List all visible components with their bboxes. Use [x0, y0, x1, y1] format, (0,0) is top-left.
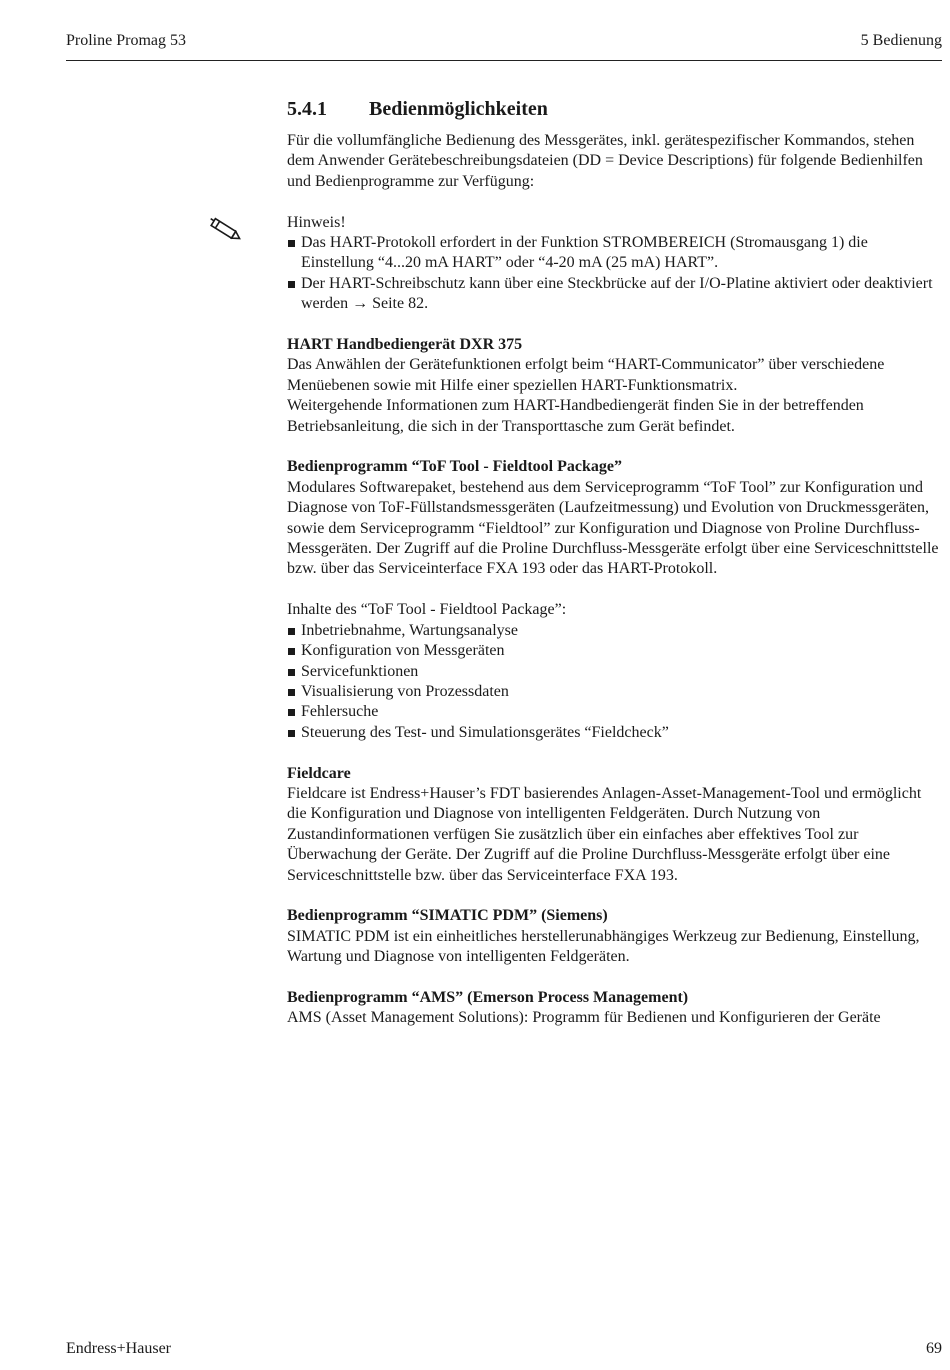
- list-item: Fehlersuche: [287, 702, 942, 722]
- header-rule: [66, 60, 942, 61]
- note-item: Das HART-Protokoll erfordert in der Funktion STROMBEREICH (Stromausgang 1) die Einstellung “4...20 mA HART” oder “4-20 mA (25 mA) HART”.: [287, 233, 942, 274]
- ams-heading: Bedienprogramm “AMS” (Emerson Process Management): [287, 988, 689, 1006]
- section-heading: [287, 96, 942, 122]
- simatic-paragraph: SIMATIC PDM ist ein einheitliches herstellerunabhängiges Werkzeug zur Bedienung, Einstellung, Wartung und Diagnose von intelligenten Feldgeräten.: [287, 927, 920, 966]
- section-title: Bedienmöglichkeiten: [369, 98, 548, 120]
- fieldcare-paragraph: Fieldcare ist Endress+Hauser’s FDT basierendes Anlagen-Asset-Management-Tool und ermöglicht die Konfiguration und Diagnose von intelligenten Feldgeräten. Durch Nutzung von Zustandinformationen verfügen Sie zusätzlich über ein einfaches aber effektives Tool zur Überwachung der Geräte. Der Zugriff auf die Proline Durchfluss-Messgeräte erfolgt über eine Serviceschnittstelle bzw. über das Serviceinterface FXA 193.: [287, 784, 922, 884]
- hart-paragraph-1: Das Anwählen der Gerätefunktionen erfolgt beim “HART-Communicator” über verschiedene Menüebenen sowie mit Hilfe einer speziellen HART-Funktionsmatrix.: [287, 356, 885, 394]
- list-item: Visualisierung von Prozessdaten: [287, 682, 942, 702]
- page-number: 69: [926, 1340, 942, 1357]
- list-item: Servicefunktionen: [287, 662, 942, 682]
- toftool-contents-intro: Inhalte des “ToF Tool - Fieldtool Package”:: [287, 601, 567, 619]
- section-number: 5.4.1: [287, 98, 327, 120]
- note-list: [287, 233, 942, 315]
- note-item: Der HART-Schreibschutz kann über eine Steckbrücke auf der I/O-Platine aktiviert oder deaktiviert werden → Seite 82.: [287, 274, 942, 315]
- toftool-heading: Bedienprogramm “ToF Tool - Fieldtool Package”: [287, 458, 622, 476]
- toftool-contents-list: [287, 621, 942, 743]
- header-document-title: Proline Promag 53: [66, 32, 186, 49]
- note-title: Hinweis!: [287, 213, 346, 231]
- header-chapter: 5 Bedienung: [860, 32, 942, 49]
- hart-heading: HART Handbediengerät DXR 375: [287, 336, 523, 354]
- toftool-paragraph: Modulares Softwarepaket, bestehend aus dem Serviceprogramm “ToF Tool” zur Konfiguration und Diagnose von ToF-Füllstandsmessgeräten (Laufzeitmessung) und Evolution von Druckmessgeräten, sowie dem Serviceprogramm “Fieldtool” zur Konfiguration und Diagnose von Proline Durchfluss-Messgeräten. Der Zugriff auf die Proline Durchfluss-Messgeräte erfolgt über eine Serviceschnittstelle bzw. über das Serviceinterface FXA 193 oder das HART-Protokoll.: [287, 478, 939, 578]
- pencil-icon: [209, 215, 243, 245]
- fieldcare-heading: Fieldcare: [287, 764, 351, 782]
- footer-company: Endress+Hauser: [66, 1340, 171, 1357]
- intro-paragraph: Für die vollumfängliche Bedienung des Messgerätes, inkl. gerätespezifischer Kommandos, stehen dem Anwender Gerätebeschreibungsdateien (DD = Device Descriptions) für folgende Bedienhilfen und Bedienprogramme zur Verfügung:: [287, 132, 923, 190]
- note-block: [287, 213, 942, 315]
- list-item: Steuerung des Test- und Simulationsgerätes “Fieldcheck”: [287, 723, 942, 743]
- main-content: [287, 96, 942, 1029]
- ams-paragraph: AMS (Asset Management Solutions): Programm für Bedienen und Konfigurieren der Geräte: [287, 1009, 881, 1027]
- list-item: Konfiguration von Messgeräten: [287, 641, 942, 661]
- simatic-heading: Bedienprogramm “SIMATIC PDM” (Siemens): [287, 907, 608, 925]
- list-item: Inbetriebnahme, Wartungsanalyse: [287, 621, 942, 641]
- hart-paragraph-2: Weitergehende Informationen zum HART-Handbediengerät finden Sie in der betreffenden Betriebsanleitung, die sich in der Transporttasche zum Gerät befindet.: [287, 397, 864, 435]
